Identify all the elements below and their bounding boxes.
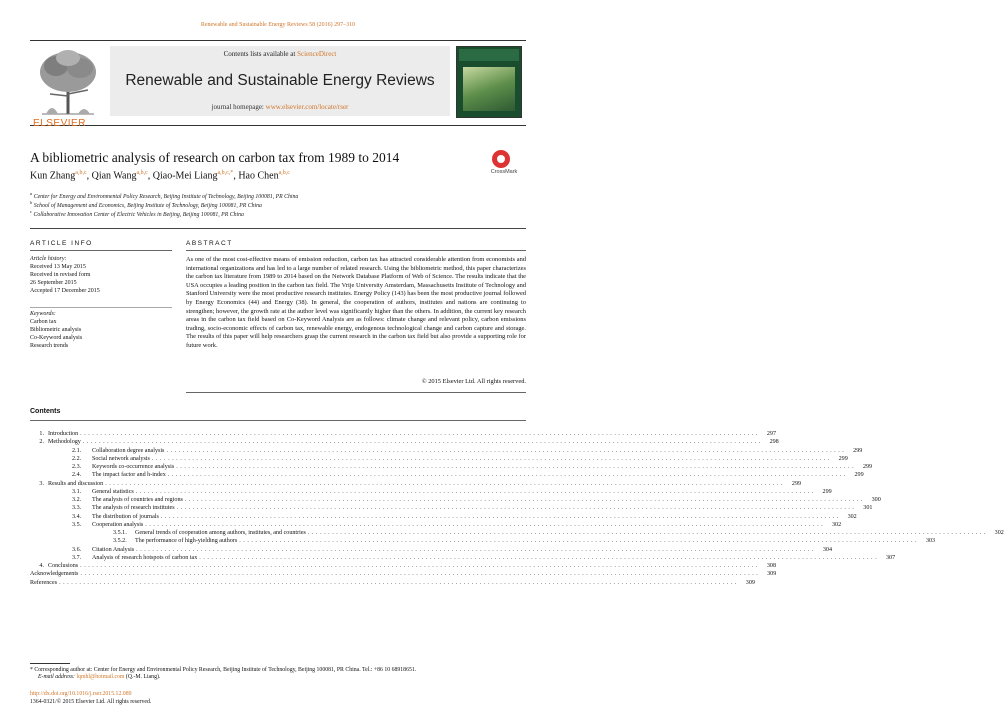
keyword-item: Bibliometric analysis [30,327,82,333]
email-suffix: (Q.-M. Liang). [124,674,161,681]
toc-leader-dots: . . . . . . . . . . . . . . . . . . . . . . . . . . . . . . . . . . . . . . . . . . . . . . . . . . . . . . . . . . . . . . . . . . . . . . . . . . . . . . . . . . . . . . . . . . . . . . . . . . . . . . . . . . . . . . . . . . . . . . . . . . . . . . . . . . . . . . . . . . . . . . . . . . . . . . . . . . . . . . . . . . . . . . . . [151,455,830,462]
affiliation-text: School of Management and Economics, Beijing Institute of Technology, Beijing 100081, PR China [32,202,262,209]
toc-entry[interactable] [30,546,833,554]
toc-entry[interactable] [30,554,896,562]
email-label: E-mail address: [38,674,77,681]
toc-entry-number: 3.7. [72,554,82,561]
toc-entry-label[interactable]: General trends of cooperation among authors, institutes, and countries [135,530,306,536]
author-sep: , [147,170,153,182]
toc-entry-label[interactable]: General statistics [92,488,134,495]
cover-band [459,49,519,61]
abstract-text: As one of the most cost-effective means of emission reduction, carbon tax has attracted considerable attention from economists and international organizations and has led to a large number of related research. Using the bibliometric method, this paper characterizes the carbon tax literature from 1989 to 2014 based on the Network Database Platform of Web of Science. The results indicate that the USA occupies a leading position in the carbon tax field. The Vrije University Amsterdam, Massachusetts Institute of Technology and Stanford University were the most productive research institutes. Energy Policy (143) has been the most productive journal followed by Energy Economics (44) and Energy (38). In general, the cooperation of authors, institutes and nations are continuing to strengthen; however, the growth rate at the author level was significantly higher than the others. In addition, the current key research areas in the carbon tax field based on Co-Keyword Analysis are as follows: climate change and relevant policy, carbon emissions trading, socio-economic effects of carbon tax, renewable energy, endogenous technological change and carbon capture and storage. The results of this paper will help researchers grasp the current research in the carbon tax field but also provide a supporting role for future work. [186,256,526,349]
article-info-divider [30,307,172,308]
toc-entry-number: 3.5.1. [113,530,127,536]
toc-entry[interactable] [30,447,863,455]
toc-entry[interactable] [30,521,842,529]
toc-entry[interactable] [30,529,1004,537]
toc-entry-number: 3.3. [72,505,82,512]
contents-available-line [110,50,450,58]
toc-entry-page: 302 [994,530,1004,536]
publisher-name: ELSEVIER [33,118,86,129]
toc-entry[interactable] [30,570,777,578]
author-name[interactable]: Kun Zhang [30,170,76,182]
affiliation [30,200,262,209]
sciencedirect-link[interactable]: ScienceDirect [297,50,337,58]
abstract-end-rule [186,392,526,393]
journal-title: Renewable and Sustainable Energy Reviews [125,72,435,89]
toc-entry-number: 3.4. [72,513,82,520]
toc-leader-dots: . . . . . . . . . . . . . . . . . . . . . . . . . . . . . . . . . . . . . . . . . . . . . . . . . . . . . . . . . . . . . . . . . . . . . . . . . . . . . . . . . . . . . . . . . . . . . . . . . . . . . . . . . . . . . . . . . . . . . . . . . . . . . . . . . . . . . . . . . . . . . . . . . . . . . . . . . . . . . . . . . . . . . . . . [145,521,824,528]
toc-entry[interactable] [30,455,848,463]
toc-entry-label[interactable]: Collaboration degree analysis [92,447,165,454]
author-affil-sup[interactable]: a,b,c [75,170,87,176]
history-item: Accepted 17 December 2015 [30,288,100,294]
author-sep: , [86,170,92,182]
toc-entry-page: 309 [767,571,777,578]
keyword-item: Co-Keyword analysis [30,335,83,341]
toc-entry-page: 303 [925,538,936,545]
toc-entry[interactable] [30,480,802,488]
footnote-text: * Corresponding author at: Center for Energy and Environmental Policy Research, Beijing Institute of Technology, Beijing 100081, PR China. Tel.: +86 10 68918651. [30,667,417,673]
doi-link[interactable]: http://dx.doi.org/10.1016/j.rser.2015.12.089 [30,691,132,697]
toc-entry-label[interactable]: The analysis of countries and regions [92,497,183,503]
toc-entry-label[interactable]: The impact factor and h-index [92,472,166,479]
toc-entry-number: 2.3. [72,464,82,470]
affiliation-text: Center for Energy and Environmental Policy Research, Beijing Institute of Technology, Beijing 100081, PR China [32,193,299,200]
toc-entry-page: 304 [822,546,833,553]
toc-entry-number: 2. [39,439,44,446]
article-title: A bibliometric analysis of research on carbon tax from 1989 to 2014 [30,150,400,165]
toc-entry-label[interactable]: Results and discussion [48,480,104,487]
email-line [30,674,526,681]
abstract-rule [186,250,526,251]
author-list [30,170,290,181]
history-item: 26 September 2015 [30,280,77,286]
toc-leader-dots: . . . . . . . . . . . . . . . . . . . . . . . . . . . . . . . . . . . . . . . . . . . . . . . . . . . . . . . . . . . . . . . . . . . . . . . . . . . . . . . . . . . . . . . . . . . . . . . . . . . . . . . . . . . . . . . . . . . . . . . . . . . . . . . . . . . . . . . . . . . . . . . . . . . . . . . . . . . . . . . . . . . . . . . . [307,530,986,536]
toc-entry-page: 302 [832,521,842,528]
crossmark-icon [492,150,510,168]
toc-entry-number: 1. [39,431,44,437]
journal-reference[interactable]: Renewable and Sustainable Energy Reviews 58 (2016) 297–310 [200,22,356,28]
author-affil-sup[interactable]: a,b,c,* [217,170,234,176]
author-affil-sup[interactable]: a,b,c [278,170,290,176]
toc-entry-number: 3.1. [72,488,82,495]
crossmark-badge[interactable] [480,150,528,175]
toc-entry-label[interactable]: References [30,579,58,586]
toc-leader-dots: . . . . . . . . . . . . . . . . . . . . . . . . . . . . . . . . . . . . . . . . . . . . . . . . . . . . . . . . . . . . . . . . . . . . . . . . . . . . . . . . . . . . . . . . . . . . . . . . . . . . . . . . . . . . . . . . . . . . . . . . . . . . . . . . . . . . . . . . . . . . . . . . . . . . . . . . . . . . . . . . . . . . . . . . [160,513,839,520]
toc-entry[interactable] [30,513,857,521]
article-info-heading: ARTICLE INFO [30,240,93,247]
abstract-copyright: © 2015 Elsevier Ltd. All rights reserved. [421,378,526,385]
email-link[interactable]: lqmhl@hotmail.com [76,674,125,681]
toc-entry-label[interactable]: The analysis of research institutes [92,505,175,512]
contents-heading: Contents [30,408,61,415]
toc-entry-number: 3.2. [72,497,82,503]
toc-entry-number: 3.6. [72,546,82,553]
toc-entry[interactable] [30,496,881,504]
toc-entry[interactable] [30,430,776,438]
keyword-item: Carbon tax [30,319,57,325]
keywords-label: Keywords: [30,311,56,317]
contents-rule [30,420,526,421]
history-item: Received 13 May 2015 [30,264,86,270]
toc-entry-number: 2.1. [72,447,82,454]
toc-entry-number: 2.4. [72,472,82,479]
toc-entry-page: 299 [853,447,863,454]
author-name[interactable]: Hao Chen [238,170,279,182]
toc-leader-dots: . . . . . . . . . . . . . . . . . . . . . . . . . . . . . . . . . . . . . . . . . . . . . . . . . . . . . . . . . . . . . . . . . . . . . . . . . . . . . . . . . . . . . . . . . . . . . . . . . . . . . . . . . . . . . . . . . . . . . . . . . . . . . . . . . . . . . . . . . . . . . . . . . . . . . . . . . . . . . . . . . . . . . . . . [176,464,855,470]
affiliation [30,191,298,200]
toc-entry-page: 299 [791,480,802,487]
toc-leader-dots: . . . . . . . . . . . . . . . . . . . . . . . . . . . . . . . . . . . . . . . . . . . . . . . . . . . . . . . . . . . . . . . . . . . . . . . . . . . . . . . . . . . . . . . . . . . . . . . . . . . . . . . . . . . . . . . . . . . . . . . . . . . . . . . . . . . . . . . . . . . . . . . . . . . . . . . . . . . . . . . . . . . . . . . . [80,431,758,437]
toc-entry-label[interactable]: Methodology [48,439,81,446]
toc-entry-page: 308 [766,563,776,569]
history-label: Article history: [30,256,67,262]
affiliation-sup: a [30,191,33,196]
toc-leader-dots: . . . . . . . . . . . . . . . . . . . . . . . . . . . . . . . . . . . . . . . . . . . . . . . . . . . . . . . . . . . . . . . . . . . . . . . . . . . . . . . . . . . . . . . . . . . . . . . . . . . . . . . . . . . . . . . . . . . . . . . . . . . . . . . . . . . . . . . . . . . . . . . . . . . . . . . . . . . . . . . . . . . . . . . . [167,472,846,479]
toc-entry-number: 3.5. [72,521,82,528]
journal-cover-image [456,46,522,118]
affiliation-sup: c [30,209,32,214]
homepage-link[interactable]: www.elsevier.com/locate/rser [265,103,349,111]
toc-leader-dots: . . . . . . . . . . . . . . . . . . . . . . . . . . . . . . . . . . . . . . . . . . . . . . . . . . . . . . . . . . . . . . . . . . . . . . . . . . . . . . . . . . . . . . . . . . . . . . . . . . . . . . . . . . . . . . . . . . . . . . . . . . . . . . . . . . . . . . . . . . . . . . . . . . . . . . . . . . . . . . . . . . . . . . . . [135,488,814,495]
toc-leader-dots: . . . . . . . . . . . . . . . . . . . . . . . . . . . . . . . . . . . . . . . . . . . . . . . . . . . . . . . . . . . . . . . . . . . . . . . . . . . . . . . . . . . . . . . . . . . . . . . . . . . . . . . . . . . . . . . . . . . . . . . . . . . . . . . . . . . . . . . . . . . . . . . . . . . . . . . . . . . . . . . . . . . . . . . . [184,497,863,503]
toc-leader-dots: . . . . . . . . . . . . . . . . . . . . . . . . . . . . . . . . . . . . . . . . . . . . . . . . . . . . . . . . . . . . . . . . . . . . . . . . . . . . . . . . . . . . . . . . . . . . . . . . . . . . . . . . . . . . . . . . . . . . . . . . . . . . . . . . . . . . . . . . . . . . . . . . . . . . . . . . . . . . . . . . . . . . . . . . [82,439,761,446]
author-sep: , [233,170,239,182]
author-affil-sup[interactable]: a,b,c [136,170,148,176]
toc-entry-label[interactable]: Citation Analysis [92,546,135,553]
section-rule [30,228,526,229]
toc-leader-dots: . . . . . . . . . . . . . . . . . . . . . . . . . . . . . . . . . . . . . . . . . . . . . . . . . . . . . . . . . . . . . . . . . . . . . . . . . . . . . . . . . . . . . . . . . . . . . . . . . . . . . . . . . . . . . . . . . . . . . . . . . . . . . . . . . . . . . . . . . . . . . . . . . . . . . . . . . . . . . . . . . . . . . . . . [105,480,784,487]
affiliation-sup: b [30,200,33,205]
toc-entry-label[interactable]: Introduction [48,431,79,437]
toc-entry-label[interactable]: Acknowledgements [30,571,79,578]
toc-leader-dots: . . . . . . . . . . . . . . . . . . . . . . . . . . . . . . . . . . . . . . . . . . . . . . . . . . . . . . . . . . . . . . . . . . . . . . . . . . . . . . . . . . . . . . . . . . . . . . . . . . . . . . . . . . . . . . . . . . . . . . . . . . . . . . . . . . . . . . . . . . . . . . . . . . . . . . . . . . . . . . . . . . . . . . . . [80,571,759,578]
contents-prefix: Contents lists available at [223,50,298,58]
corresponding-author-footnote [30,667,526,681]
toc-entry-label[interactable]: Conclusions [48,563,79,569]
toc-entry[interactable] [30,537,936,545]
affiliation [30,209,244,218]
footnote-rule [30,663,70,664]
toc-leader-dots: . . . . . . . . . . . . . . . . . . . . . . . . . . . . . . . . . . . . . . . . . . . . . . . . . . . . . . . . . . . . . . . . . . . . . . . . . . . . . . . . . . . . . . . . . . . . . . . . . . . . . . . . . . . . . . . . . . . . . . . . . . . . . . . . . . . . . . . . . . . . . . . . . . . . . . . . . . . . . . . . . . . . . . . . [239,538,918,545]
toc-entry[interactable] [30,463,873,471]
toc-entry-label[interactable]: Social network analysis [92,455,150,462]
toc-entry-page: 299 [822,488,832,495]
toc-entry-label[interactable]: The distribution of journals [92,513,159,520]
toc-entry-page: 301 [863,505,873,512]
toc-entry-page: 299 [838,455,848,462]
toc-entry-number: 2.2. [72,455,82,462]
toc-entry-page: 297 [766,431,776,437]
author-name[interactable]: Qiao-Mei Liang [152,170,218,182]
toc-entry-page: 299 [854,472,864,479]
cover-photo [463,67,515,111]
toc-entry-number: 3. [39,480,44,487]
keyword-item: Research trends [30,343,69,349]
toc-leader-dots: . . . . . . . . . . . . . . . . . . . . . . . . . . . . . . . . . . . . . . . . . . . . . . . . . . . . . . . . . . . . . . . . . . . . . . . . . . . . . . . . . . . . . . . . . . . . . . . . . . . . . . . . . . . . . . . . . . . . . . . . . . . . . . . . . . . . . . . . . . . . . . . . . . . . . . . . . . . . . . . . . . . . . . . . [136,546,815,553]
toc-leader-dots: . . . . . . . . . . . . . . . . . . . . . . . . . . . . . . . . . . . . . . . . . . . . . . . . . . . . . . . . . . . . . . . . . . . . . . . . . . . . . . . . . . . . . . . . . . . . . . . . . . . . . . . . . . . . . . . . . . . . . . . . . . . . . . . . . . . . . . . . . . . . . . . . . . . . . . . . . . . . . . . . . . . . . . . . [59,579,737,586]
history-item: Received in revised form [30,272,91,278]
affiliation-text: Collaborative Innovation Center of Electric Vehicles in Beijing, Beijing 100081, PR China [32,211,244,218]
toc-entry-label[interactable]: Cooperation analysis [92,521,144,528]
toc-entry-page: 309 [745,579,755,586]
elsevier-tree-logo-icon [32,44,104,120]
toc-leader-dots: . . . . . . . . . . . . . . . . . . . . . . . . . . . . . . . . . . . . . . . . . . . . . . . . . . . . . . . . . . . . . . . . . . . . . . . . . . . . . . . . . . . . . . . . . . . . . . . . . . . . . . . . . . . . . . . . . . . . . . . . . . . . . . . . . . . . . . . . . . . . . . . . . . . . . . . . . . . . . . . . . . . . . . . . [166,447,845,454]
toc-entry-page: 298 [769,439,779,446]
journal-homepage-line [110,103,450,111]
homepage-prefix: journal homepage: [211,103,266,111]
toc-entry-label[interactable]: Keywords co-occurrence analysis [92,464,175,470]
crossmark-label: CrossMark [490,169,518,175]
toc-entry-number: 3.5.2. [113,538,127,545]
toc-entry[interactable] [30,504,873,512]
toc-leader-dots: . . . . . . . . . . . . . . . . . . . . . . . . . . . . . . . . . . . . . . . . . . . . . . . . . . . . . . . . . . . . . . . . . . . . . . . . . . . . . . . . . . . . . . . . . . . . . . . . . . . . . . . . . . . . . . . . . . . . . . . . . . . . . . . . . . . . . . . . . . . . . . . . . . . . . . . . . . . . . . . . . . . . . . . . [80,563,758,569]
article-info-rule [30,250,172,251]
toc-leader-dots: . . . . . . . . . . . . . . . . . . . . . . . . . . . . . . . . . . . . . . . . . . . . . . . . . . . . . . . . . . . . . . . . . . . . . . . . . . . . . . . . . . . . . . . . . . . . . . . . . . . . . . . . . . . . . . . . . . . . . . . . . . . . . . . . . . . . . . . . . . . . . . . . . . . . . . . . . . . . . . . . . . . . . . . . [199,554,878,561]
toc-entry-label[interactable]: The performance of high-yielding authors [135,538,238,545]
toc-leader-dots: . . . . . . . . . . . . . . . . . . . . . . . . . . . . . . . . . . . . . . . . . . . . . . . . . . . . . . . . . . . . . . . . . . . . . . . . . . . . . . . . . . . . . . . . . . . . . . . . . . . . . . . . . . . . . . . . . . . . . . . . . . . . . . . . . . . . . . . . . . . . . . . . . . . . . . . . . . . . . . . . . . . . . . . . [176,505,855,512]
toc-entry-page: 299 [862,464,873,470]
author-name[interactable]: Qian Wang [91,170,137,182]
toc-entry-page: 300 [871,497,881,503]
toc-entry-number: 4. [39,563,44,569]
toc-entry-page: 302 [847,513,857,520]
toc-entry[interactable] [30,562,776,570]
toc-entry[interactable] [30,579,755,587]
toc-entry[interactable] [30,471,864,479]
toc-entry-label[interactable]: Analysis of research hotspots of carbon tax [92,554,198,561]
toc-entry-page: 307 [885,554,896,561]
abstract-heading: ABSTRACT [186,240,233,247]
toc-entry[interactable] [30,488,832,496]
issn-copyright: 1364-0321/© 2015 Elsevier Ltd. All rights reserved. [30,699,152,705]
table-of-contents [30,430,1004,587]
toc-entry[interactable] [30,438,779,446]
